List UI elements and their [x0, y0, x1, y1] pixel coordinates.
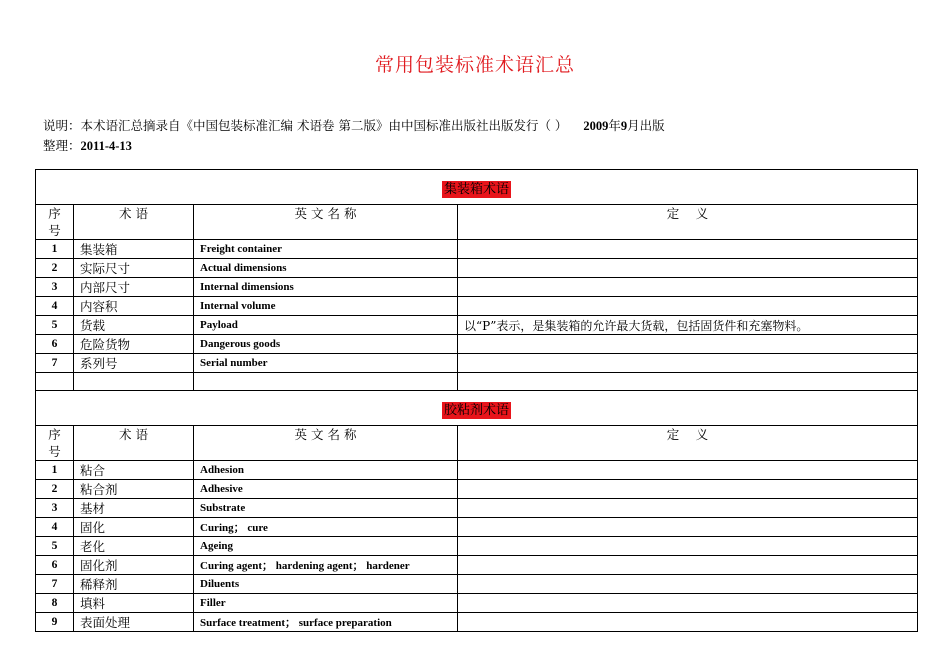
- section-header: [36, 170, 918, 205]
- section-header: [36, 391, 918, 426]
- row-number: 3: [36, 499, 74, 518]
- row-number: 6: [36, 335, 74, 354]
- term-cell: 基材: [74, 499, 194, 518]
- definition-cell: [458, 518, 918, 537]
- compiler-label: 整理：: [43, 138, 81, 153]
- section-header-row: [36, 391, 918, 426]
- english-name-cell: Surface treatment； surface preparation: [194, 613, 458, 632]
- definition-cell: [458, 461, 918, 480]
- term-cell: 货载: [74, 316, 194, 335]
- compiler-date: 2011-4-13: [80, 139, 132, 153]
- english-name-cell: Curing； cure: [194, 518, 458, 537]
- definition-cell: [458, 575, 918, 594]
- source-note-text: 说明：本术语汇总摘录自《中国包装标准汇编 术语卷 第二版》由中国标准出版社出版发行（ ）: [43, 118, 568, 133]
- document-title: 常用包装标准术语汇总: [374, 54, 575, 76]
- definition-header: [458, 205, 918, 240]
- row-number: 7: [36, 354, 74, 373]
- term-cell: 内部尺寸: [74, 278, 194, 297]
- table-row: [36, 518, 918, 537]
- definition-header-text: 定 义: [666, 206, 709, 221]
- definition-cell: [458, 240, 918, 259]
- seq-header: [36, 426, 74, 461]
- source-note: [43, 116, 665, 136]
- row-number: [36, 373, 74, 391]
- terms-table: [35, 169, 918, 632]
- english-name-cell: Internal dimensions: [194, 278, 458, 297]
- table-row: [36, 259, 918, 278]
- english-name-cell: Serial number: [194, 354, 458, 373]
- term-cell: 填料: [74, 594, 194, 613]
- english-name-cell: Adhesion: [194, 461, 458, 480]
- column-header-row: [36, 205, 918, 240]
- table-row: [36, 240, 918, 259]
- table-row: [36, 354, 918, 373]
- year-suffix: 年: [608, 118, 621, 133]
- seq-header-line1: 序: [48, 427, 61, 442]
- publish-year: 2009: [583, 119, 609, 133]
- english-name-cell: Diluents: [194, 575, 458, 594]
- definition-cell: [458, 480, 918, 499]
- english-name-cell: Curing agent； hardening agent； hardener: [194, 556, 458, 575]
- table-row: [36, 594, 918, 613]
- row-number: 1: [36, 461, 74, 480]
- definition-cell: [458, 499, 918, 518]
- seq-header-line1: 序: [48, 206, 61, 221]
- row-number: 2: [36, 259, 74, 278]
- definition-cell: [458, 373, 918, 391]
- table-row: [36, 499, 918, 518]
- definition-cell: [458, 335, 918, 354]
- row-number: 4: [36, 297, 74, 316]
- row-number: 7: [36, 575, 74, 594]
- table-row: [36, 556, 918, 575]
- seq-header: [36, 205, 74, 240]
- term-header: [74, 205, 194, 240]
- english-name-cell: Filler: [194, 594, 458, 613]
- row-number: 4: [36, 518, 74, 537]
- term-cell: 粘合剂: [74, 480, 194, 499]
- seq-header-line2: 号: [48, 223, 61, 238]
- definition-header-text: 定 义: [666, 427, 709, 442]
- english-header: [194, 426, 458, 461]
- term-cell: 危险货物: [74, 335, 194, 354]
- terms-table-body: [36, 170, 918, 632]
- row-number: 3: [36, 278, 74, 297]
- row-number: 9: [36, 613, 74, 632]
- table-row: [36, 537, 918, 556]
- table-row: [36, 461, 918, 480]
- table-row: [36, 373, 918, 391]
- seq-header-line2: 号: [48, 444, 61, 459]
- term-cell: [74, 373, 194, 391]
- term-header-text: 术 语: [119, 206, 148, 221]
- definition-cell: [458, 259, 918, 278]
- compiler-note: [43, 136, 665, 156]
- row-number: 5: [36, 537, 74, 556]
- definition-cell: [458, 613, 918, 632]
- definition-cell: [458, 594, 918, 613]
- english-name-cell: Ageing: [194, 537, 458, 556]
- term-header: [74, 426, 194, 461]
- definition-header: [458, 426, 918, 461]
- row-number: 8: [36, 594, 74, 613]
- section-label: 胶粘剂术语: [444, 402, 510, 418]
- definition-cell: [458, 556, 918, 575]
- english-header-text: 英 文 名 称: [294, 206, 357, 221]
- term-cell: 实际尺寸: [74, 259, 194, 278]
- table-row: [36, 480, 918, 499]
- month-suffix: 月出版: [627, 118, 665, 133]
- row-number: 2: [36, 480, 74, 499]
- english-name-cell: Substrate: [194, 499, 458, 518]
- term-cell: 表面处理: [74, 613, 194, 632]
- english-header: [194, 205, 458, 240]
- document-note: [43, 116, 665, 156]
- publish-month: 9: [620, 119, 628, 133]
- english-name-cell: Internal volume: [194, 297, 458, 316]
- table-row: [36, 278, 918, 297]
- term-cell: 稀释剂: [74, 575, 194, 594]
- table-row: [36, 316, 918, 335]
- term-cell: 粘合: [74, 461, 194, 480]
- term-cell: 集装箱: [74, 240, 194, 259]
- definition-cell: [458, 278, 918, 297]
- english-name-cell: [194, 373, 458, 391]
- section-label: 集装箱术语: [444, 181, 510, 197]
- term-cell: 固化剂: [74, 556, 194, 575]
- section-header-row: [36, 170, 918, 205]
- table-row: [36, 335, 918, 354]
- row-number: 1: [36, 240, 74, 259]
- english-name-cell: Freight container: [194, 240, 458, 259]
- english-name-cell: Dangerous goods: [194, 335, 458, 354]
- term-cell: 老化: [74, 537, 194, 556]
- english-name-cell: Actual dimensions: [194, 259, 458, 278]
- row-number: 6: [36, 556, 74, 575]
- table-row: [36, 575, 918, 594]
- table-row: [36, 613, 918, 632]
- term-header-text: 术 语: [119, 427, 148, 442]
- english-header-text: 英 文 名 称: [294, 427, 357, 442]
- definition-cell: 以“P”表示，是集装箱的允许最大货载，包括固货件和充塞物料。: [458, 316, 918, 335]
- definition-cell: [458, 297, 918, 316]
- column-header-row: [36, 426, 918, 461]
- term-cell: 固化: [74, 518, 194, 537]
- english-name-cell: Adhesive: [194, 480, 458, 499]
- table-row: [36, 297, 918, 316]
- definition-cell: [458, 537, 918, 556]
- term-cell: 内容积: [74, 297, 194, 316]
- row-number: 5: [36, 316, 74, 335]
- definition-cell: [458, 354, 918, 373]
- term-cell: 系列号: [74, 354, 194, 373]
- english-name-cell: Payload: [194, 316, 458, 335]
